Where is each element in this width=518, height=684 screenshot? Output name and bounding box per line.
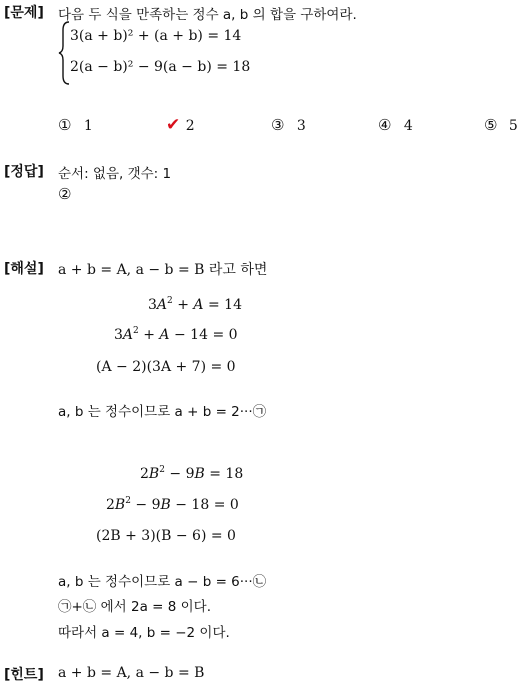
hint-text: a + b = A, a − b = B xyxy=(58,665,205,681)
answer-meta: 순서: 없음, 갯수: 1 xyxy=(58,166,172,182)
solution-a-equation-1: $3A^2 + A = 14$ xyxy=(148,296,242,313)
option-5-marker: ⑤ xyxy=(484,116,498,134)
option-4-marker: ④ xyxy=(378,116,392,134)
solution-a-equation-2: $3A^2 + A - 14 = 0$ xyxy=(114,326,238,343)
problem-label: [문제] xyxy=(4,5,44,21)
solution-intro: a + b = A, a − b = B 라고 하면 xyxy=(58,262,268,278)
option-2-value: 2 xyxy=(185,118,195,134)
option-3-value: 3 xyxy=(296,118,306,134)
solution-a-equation-3: (A − 2)(3A + 7) = 0 xyxy=(96,359,236,375)
option-2[interactable] xyxy=(166,115,195,135)
option-1-value: 1 xyxy=(83,118,93,134)
option-3-marker: ③ xyxy=(271,116,285,134)
problem-equation-1: 3(a + b)² + (a + b) = 14 xyxy=(70,28,242,44)
problem-text: 다음 두 식을 만족하는 정수 a, b 의 합을 구하여라. xyxy=(58,7,357,23)
option-5[interactable] xyxy=(484,116,518,134)
option-4-value: 4 xyxy=(403,118,413,134)
solution-combine: ㉠+㉡ 에서 2a = 8 이다. xyxy=(58,599,211,615)
solution-b-equation-3: (2B + 3)(B − 6) = 0 xyxy=(96,528,236,544)
answer-label: [정답] xyxy=(4,164,44,180)
solution-b-equation-2: $2B^2 - 9B - 18 = 0$ xyxy=(106,496,239,513)
solution-a-conclusion: a, b 는 정수이므로 a + b = 2···㉠ xyxy=(58,404,267,420)
solution-b-conclusion: a, b 는 정수이므로 a − b = 6···㉡ xyxy=(58,574,267,590)
hint-label: [힌트] xyxy=(4,667,44,683)
solution-final: 따라서 a = 4, b = −2 이다. xyxy=(58,625,230,641)
solution-b-equation-1: $2B^2 - 9B = 18$ xyxy=(140,465,244,482)
option-1[interactable] xyxy=(58,116,93,134)
option-5-value: 5 xyxy=(508,118,518,134)
solution-label: [해설] xyxy=(4,261,44,277)
option-3[interactable] xyxy=(271,116,306,134)
answer-choice: ② xyxy=(58,185,72,203)
option-1-marker: ① xyxy=(58,116,72,134)
option-4[interactable] xyxy=(378,116,413,134)
problem-equation-2: 2(a − b)² − 9(a − b) = 18 xyxy=(70,59,251,75)
check-icon: ✔ xyxy=(166,115,181,135)
